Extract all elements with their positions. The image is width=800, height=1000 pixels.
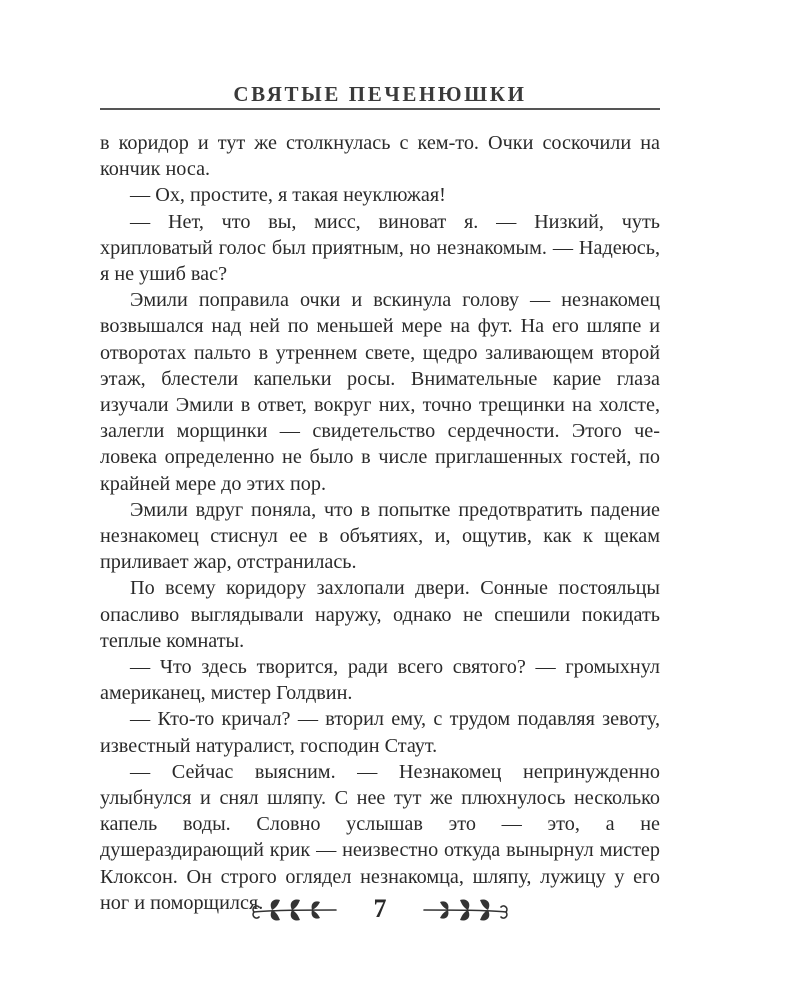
paragraph: Эмили поправила очки и вскинула голову — незнакомец возвышался над ней по меньшей мере на фут. На его шляпе и отворотах пальто в утреннем свете, щедро заливающем второй этаж, блестели капельки росы. Внимательные карие глаза изучали Эмили в ответ, вокруг них, точно трещинки на холсте, залегли морщинки — свидетельство сердечности. Этого человека определенно не было в числе приглашенных гостей, по крайней мере до этих пор. <box>100 289 660 495</box>
laurel-branch-icon <box>420 892 510 928</box>
paragraph: Эмили вдруг поняла, что в попытке предотвратить падение незнакомец стиснул ее в объятиях, и, ощутив, как к щекам приливает жар, отстранилась. <box>100 498 660 574</box>
running-head: СВЯТЫЕ ПЕЧЕНЮШКИ <box>233 82 527 106</box>
folio <box>250 888 510 932</box>
paragraph: — Сейчас выясним. — Незнакомец непринужденно улыбнулся и снял шляпу. С нее тут же плюхнулось несколько капель воды. Словно услышав это — это, а не душераздирающий крик — неизвестно откуда вынырнул мистер Клоксон. Он строго оглядел незнакомца, шляпу, лужицу у его ног и поморщился. <box>100 760 660 914</box>
paragraph: — Ох, простите, я такая неуклюжая! <box>130 184 446 207</box>
paragraph: в коридор и тут же столкнулась с кем-то. Очки соскочили на кончик носа. <box>100 132 660 181</box>
paragraph: — Кто-то кричал? — вторил ему, с трудом подавляя зевоту, известный натуралист, господин Стаут. <box>100 708 660 757</box>
paragraph: — Что здесь творится, ради всего святого? — громыхнул американец, мистер Голдвин. <box>100 656 660 705</box>
page-number: 7 <box>373 894 387 923</box>
paragraph: — Нет, что вы, мисс, виноват я. — Низкий, чуть хрипловатый голос был приятным, но незнакомым. — Надеюсь, я не ушиб вас? <box>100 210 660 286</box>
paragraph: По всему коридору захлопали двери. Сонные постояльцы опасливо выглядывали наружу, однако не спешили покидать теплые комнаты. <box>100 577 660 652</box>
body-text <box>100 130 660 916</box>
header-rule <box>100 108 660 110</box>
